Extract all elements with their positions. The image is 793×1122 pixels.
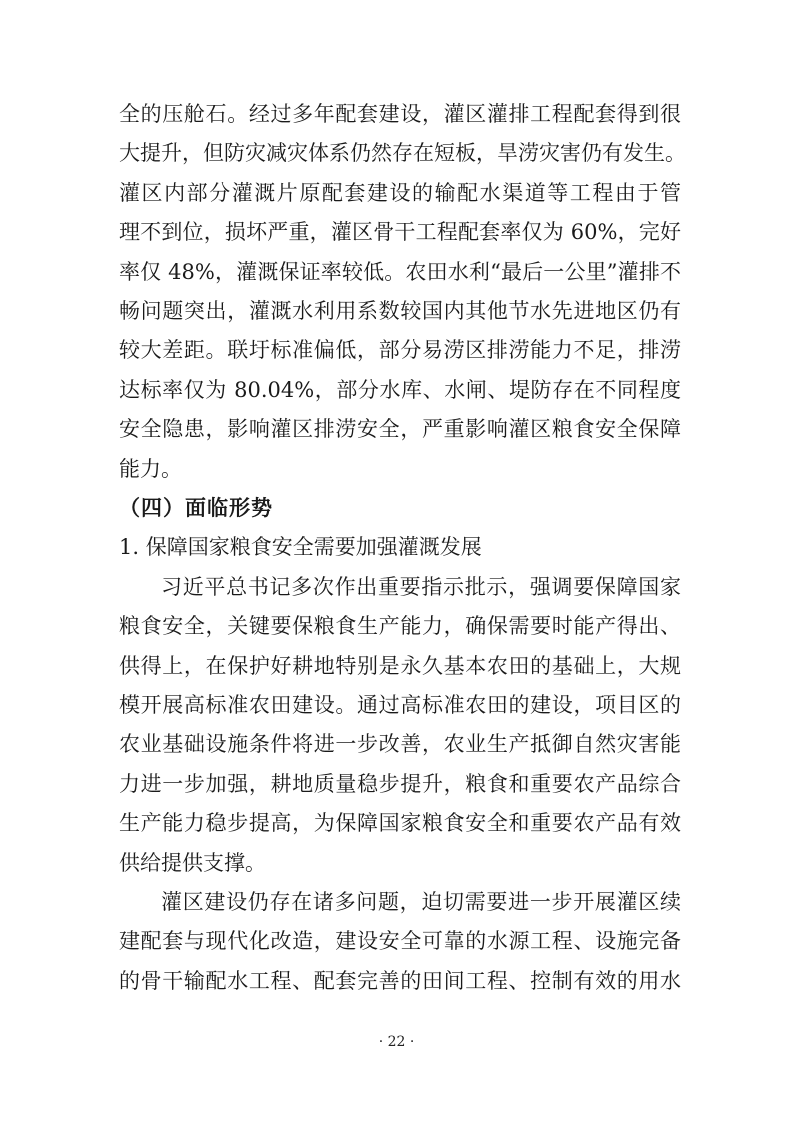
body-line: 生产能力稳步提高，为保障国家粮食安全和重要农产品有效	[119, 811, 681, 836]
body-line: 达标率仅为 80.04%，部分水库、水闸、堤防存在不同程度	[119, 377, 681, 402]
body-line: 力进一步加强，耕地质量稳步提升，粮食和重要农产品综合	[119, 771, 681, 796]
body-line: 供给提供支撑。	[119, 850, 266, 875]
body-line: 农业基础设施条件将进一步改善，农业生产抵御自然灾害能	[119, 732, 681, 757]
body-line: 灌区建设仍存在诸多问题，迫切需要进一步开展灌区续	[161, 890, 681, 914]
body-line: 能力。	[119, 456, 182, 481]
page-number: · 22 ·	[378, 1034, 415, 1050]
body-line: 畅问题突出，灌溉水利用系数较国内其他节水先进地区仍有	[119, 299, 681, 323]
body-line: 粮食安全，关键要保粮食生产能力，确保需要时能产得出、	[119, 614, 681, 639]
body-line: 全的压舱石。经过多年配套建设，灌区灌排工程配套得到很	[119, 102, 681, 126]
body-line: 模开展高标准农田建设。通过高标准农田的建设，项目区的	[119, 693, 681, 717]
body-line: 习近平总书记多次作出重要指示批示，强调要保障国家	[161, 574, 681, 599]
section-heading: （四）面临形势	[119, 496, 273, 520]
body-line: 大提升，但防灾减灾体系仍然存在短板，旱涝灾害仍有发生。	[119, 141, 686, 166]
body-line: 理不到位，损坏严重，灌区骨干工程配套率仅为 60%，完好	[119, 220, 681, 245]
body-line: 率仅 48%，灌溉保证率较低。农田水利“最后一公里”灌排不	[119, 259, 681, 284]
body-line: 供得上，在保护好耕地特别是永久基本农田的基础上，大规	[119, 653, 681, 678]
body-line: 安全隐患，影响灌区排涝安全，严重影响灌区粮食安全保障	[119, 417, 681, 442]
body-line: 建配套与现代化改造，建设安全可靠的水源工程、设施完备	[119, 929, 681, 954]
body-line: 的骨干输配水工程、配套完善的田间工程、控制有效的用水	[119, 968, 681, 993]
subheading: 1. 保障国家粮食安全需要加强灌溉发展	[119, 535, 482, 560]
body-line: 灌区内部分灌溉片原配套建设的输配水渠道等工程由于管	[119, 180, 681, 205]
body-line: 较大差距。联圩标准偏低，部分易涝区排涝能力不足，排涝	[119, 338, 681, 363]
